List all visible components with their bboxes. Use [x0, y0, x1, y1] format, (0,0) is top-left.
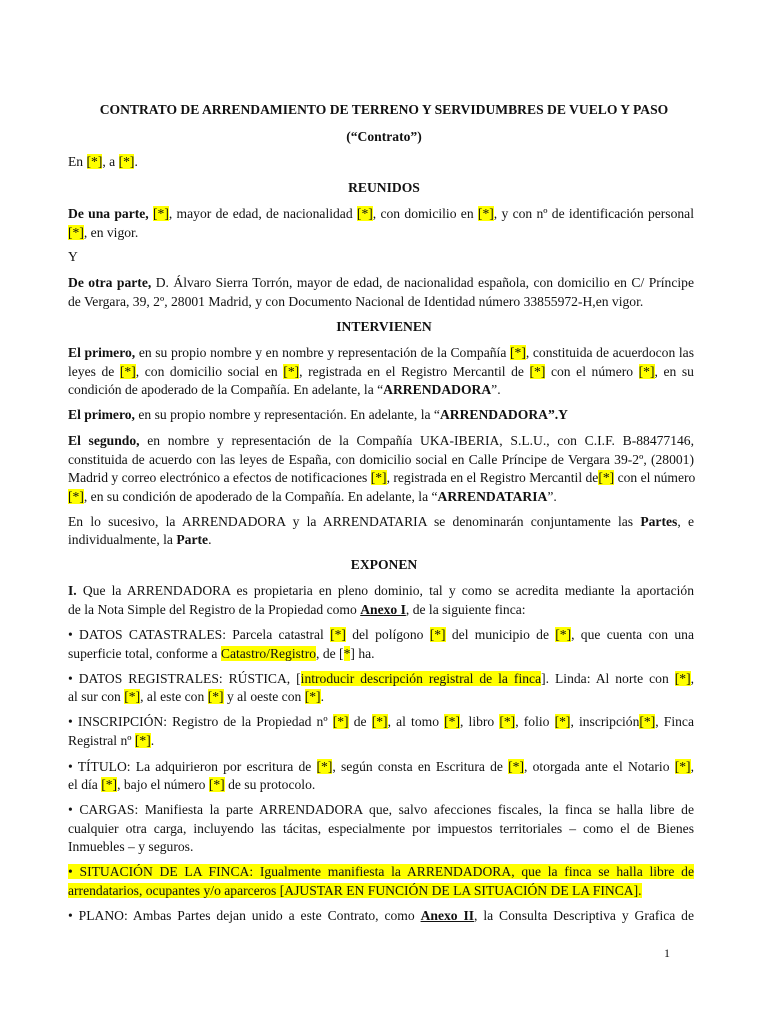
text-run: Anexo II	[420, 908, 475, 923]
text-run: , según consta en Escritura de	[332, 759, 509, 774]
text-run: , en vigor.	[83, 225, 139, 240]
text-line	[68, 714, 694, 730]
text-line	[68, 839, 694, 855]
placeholder-highlight: [*]	[674, 759, 691, 774]
text-run: Y	[68, 249, 78, 264]
placeholder-highlight: [*]	[207, 689, 224, 704]
placeholder-highlight: [*]	[638, 364, 655, 379]
placeholder-highlight: *	[343, 646, 351, 661]
text-run: , constituida de acuerdocon las	[525, 345, 694, 360]
text-line	[68, 275, 694, 291]
text-run: • INSCRIPCIÓN: Registro de la Propiedad nº	[68, 714, 333, 729]
text-run: • CARGAS: Manifiesta la parte ARRENDADORA que, salvo afecciones fiscales, la finca se halla libre de	[68, 802, 694, 817]
text-line	[68, 345, 694, 361]
text-run: , registrada en el Registro Mercantil de	[299, 364, 530, 379]
placeholder-highlight: [*]	[444, 714, 460, 729]
heading-line	[0, 557, 768, 573]
text-line	[68, 777, 694, 793]
placeholder-highlight: [*]	[134, 733, 151, 748]
placeholder-highlight: [*]	[371, 714, 388, 729]
text-line	[68, 514, 694, 530]
heading-line	[0, 180, 768, 196]
text-run: Registral nº	[68, 733, 135, 748]
text-run: de su protocolo.	[224, 777, 316, 792]
text-run: ]. Linda: Al norte con	[541, 671, 675, 686]
text-run: , de [	[316, 646, 344, 661]
placeholder-highlight: [*]	[370, 470, 387, 485]
placeholder-highlight: Catastro/Registro	[220, 646, 317, 661]
text-line	[68, 733, 694, 749]
text-run: .	[320, 689, 324, 704]
text-run: el día	[68, 777, 102, 792]
text-run: de Vergara, 39, 2º, 28001 Madrid, y con Documento Nacional de Identidad número 33855972-H,en vigor.	[68, 294, 644, 309]
text-run: , e	[677, 514, 694, 529]
placeholder-highlight: introducir descripción registral de la finca	[300, 671, 542, 686]
text-run: Partes	[640, 514, 678, 529]
text-run: , mayor de edad, de nacionalidad	[168, 206, 357, 221]
page-number: 1	[664, 946, 670, 960]
text-run: , en su	[654, 364, 694, 379]
text-run: • DATOS CATASTRALES: Parcela catastral	[68, 627, 331, 642]
text-run: de la Nota Simple del Registro de la Propiedad como	[68, 602, 361, 617]
text-run: ,	[690, 759, 694, 774]
text-run: • DATOS REGISTRALES: RÚSTICA, [	[68, 671, 301, 686]
text-run: leyes de	[68, 364, 120, 379]
text-line	[68, 382, 694, 398]
text-run: cualquier otra carga, incluyendo las tácitas, especialmente por impuestos territoriales – como el de Bienes	[68, 821, 694, 836]
placeholder-highlight: [*]	[283, 364, 300, 379]
placeholder-highlight: [*]	[304, 689, 321, 704]
placeholder-highlight: [*]	[86, 154, 103, 169]
text-line	[68, 433, 694, 449]
text-run: , folio	[515, 714, 555, 729]
text-run: D. Álvaro Sierra Torrón, mayor de edad, de nacionalidad española, con domicilio en C/ Príncipe	[155, 275, 694, 290]
text-run: condición de apoderado de la Compañía. En adelante, la “	[68, 382, 384, 397]
text-line	[68, 602, 694, 618]
text-run: , a	[102, 154, 119, 169]
placeholder-highlight: [*]	[68, 489, 84, 504]
text-run: individualmente, la	[68, 532, 177, 547]
text-run: en nombre y representación de la Compañía UKA-IBERIA, S.L.U., con C.I.F. B-88477146,	[139, 433, 694, 448]
placeholder-highlight: [*]	[598, 470, 615, 485]
text-run: ,	[690, 671, 695, 686]
placeholder-highlight: [*]	[555, 627, 572, 642]
text-run: • TÍTULO: La adquirieron por escritura de	[68, 759, 317, 774]
text-run: y al oeste con	[223, 689, 305, 704]
text-run: El primero,	[68, 407, 135, 422]
text-line	[68, 154, 694, 170]
text-line	[68, 627, 694, 643]
placeholder-highlight: [*]	[510, 345, 526, 360]
text-run: , registrada en el Registro Mercantil de	[386, 470, 599, 485]
text-run: En	[68, 154, 87, 169]
text-run: con el número	[614, 470, 696, 485]
text-line	[68, 407, 694, 423]
text-run: EXPONEN	[350, 557, 418, 572]
text-line	[68, 689, 694, 705]
text-line	[68, 671, 694, 687]
text-run: ”.Y	[547, 407, 568, 422]
placeholder-highlight: [*]	[429, 627, 446, 642]
text-run: al sur con	[68, 689, 125, 704]
text-line	[68, 225, 694, 241]
placeholder-highlight: [*]	[68, 225, 84, 240]
heading-line	[0, 102, 768, 118]
text-run: , la Consulta Descriptiva y Grafica de	[474, 908, 695, 923]
text-line	[68, 583, 694, 599]
text-run: Madrid y correo electrónico a efectos de notificaciones	[68, 470, 371, 485]
text-run: El segundo,	[68, 433, 140, 448]
placeholder-highlight: [*]	[554, 714, 571, 729]
text-run: , de la siguiente finca:	[405, 602, 526, 617]
text-run: superficie total, conforme a	[68, 646, 221, 661]
text-run: ARRENDADORA	[383, 382, 492, 397]
text-line	[68, 646, 694, 662]
text-run: Que la ARRENDADORA es propietaria en pleno dominio, tal y como se acredita mediante la aportación	[76, 583, 694, 598]
text-run: .	[134, 154, 138, 169]
text-line	[68, 883, 694, 899]
text-run: REUNIDOS	[348, 180, 420, 195]
text-run: (“Contrato”)	[346, 129, 422, 144]
text-run: , inscripción	[570, 714, 640, 729]
text-line	[68, 802, 694, 818]
text-line	[68, 821, 694, 837]
text-run: , que cuenta con una	[571, 627, 694, 642]
text-line	[68, 759, 694, 775]
text-line	[68, 206, 694, 222]
text-run: • PLANO: Ambas Partes dejan unido a este Contrato, como	[68, 908, 421, 923]
text-line	[68, 470, 694, 486]
text-line	[68, 908, 694, 924]
text-line	[68, 864, 694, 880]
text-run: Anexo I	[360, 602, 406, 617]
text-run: , otorgada ante el Notario	[524, 759, 675, 774]
text-run: de	[348, 714, 372, 729]
text-run: Inmuebles – y seguros.	[68, 839, 194, 854]
text-line	[68, 489, 694, 505]
text-run: , al tomo	[387, 714, 445, 729]
text-run: constituida de acuerdo con las leyes de España, con domicilio social en Calle Príncipe de Vergara 39-2º, (28001)	[68, 452, 694, 467]
placeholder-highlight: [*]	[477, 206, 494, 221]
placeholder-highlight: • SITUACIÓN DE LA FINCA: Igualmente manifiesta la ARRENDADORA, que la finca se halla libre de	[68, 864, 694, 879]
text-run: .	[208, 532, 212, 547]
heading-line	[0, 319, 768, 335]
placeholder-highlight: [*]	[119, 364, 136, 379]
placeholder-highlight: [*]	[332, 714, 349, 729]
heading-line	[0, 129, 768, 145]
text-run: , con domicilio en	[372, 206, 478, 221]
text-run: ”.	[547, 489, 557, 504]
text-run: CONTRATO DE ARRENDAMIENTO DE TERRENO Y SERVIDUMBRES DE VUELO Y PASO	[99, 102, 669, 117]
placeholder-highlight: [*]	[356, 206, 373, 221]
text-run: , libro	[460, 714, 500, 729]
placeholder-highlight: [*]	[499, 714, 516, 729]
placeholder-highlight: [*]	[330, 627, 346, 642]
placeholder-highlight: [*]	[316, 759, 333, 774]
text-line	[68, 294, 694, 310]
text-run: INTERVIENEN	[336, 319, 432, 334]
placeholder-highlight: [*]	[118, 154, 135, 169]
text-run: del polígono	[345, 627, 430, 642]
text-run: ARRENDATARIA	[437, 489, 548, 504]
text-line	[68, 364, 694, 380]
text-run: De una parte,	[68, 206, 153, 221]
text-run: I.	[68, 583, 77, 598]
placeholder-highlight: [*]	[508, 759, 525, 774]
placeholder-highlight: [*]	[208, 777, 225, 792]
text-run: ”.	[491, 382, 501, 397]
text-run: El primero,	[68, 345, 136, 360]
text-run: en su propio nombre y representación. En adelante, la “	[134, 407, 440, 422]
text-run: ARRENDADORA	[439, 407, 548, 422]
placeholder-highlight: [*]	[101, 777, 118, 792]
text-run: Parte	[176, 532, 209, 547]
placeholder-highlight: [*]	[529, 364, 546, 379]
text-run: , al este con	[140, 689, 208, 704]
text-run: En lo sucesivo, la ARRENDADORA y la ARRENDATARIA se denominarán conjuntamente las	[68, 514, 641, 529]
text-run: De otra parte,	[68, 275, 156, 290]
text-run: con el número	[545, 364, 639, 379]
text-line	[68, 452, 694, 468]
text-run: , con domicilio social en	[135, 364, 284, 379]
text-line	[68, 249, 694, 265]
text-run: del municipio de	[445, 627, 556, 642]
text-run: , y con nº de identificación personal	[493, 206, 694, 221]
text-run: , Finca	[655, 714, 694, 729]
placeholder-highlight: [*]	[124, 689, 141, 704]
text-line	[68, 532, 694, 548]
text-run: , en su condición de apoderado de la Compañía. En adelante, la “	[83, 489, 438, 504]
text-run: en su propio nombre y en nombre y representación de la Compañía	[135, 345, 510, 360]
text-run: ] ha.	[350, 646, 375, 661]
placeholder-highlight: [*]	[674, 671, 691, 686]
text-run: , bajo el número	[117, 777, 209, 792]
text-run: .	[150, 733, 155, 748]
placeholder-highlight: arrendatarios, ocupantes y/o aparceros [AJUSTAR EN FUNCIÓN DE LA SITUACIÓN DE LA FINCA].	[68, 883, 642, 898]
placeholder-highlight: [*]	[153, 206, 169, 221]
placeholder-highlight: [*]	[639, 714, 656, 729]
